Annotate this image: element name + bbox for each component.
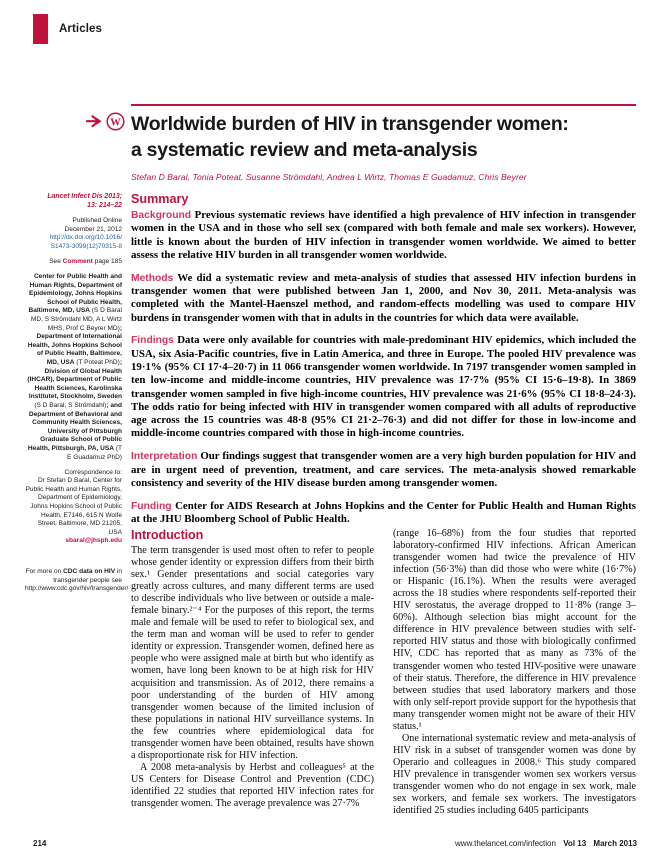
running-head-accent-bar: [33, 14, 48, 44]
summary-label-findings: Findings: [131, 335, 174, 347]
summary-paragraph-funding: [131, 500, 636, 527]
footer-journal-info: [455, 839, 637, 848]
introduction-heading: Introduction: [131, 528, 204, 542]
summary-paragraph-findings: [131, 334, 636, 440]
summary-text-methods: We did a systematic review and meta-analysis of studies that assessed HIV infection burdens in transgender women that were published between Jan 1, 2000, and Nov 30, 2011. Meta-analysis was completed with the Mantel-Haenszel method, and random-effects modelling was used to compare HIV burdens in transgender women with that in adults in the countries for which data were available.: [131, 271, 636, 324]
correspondence-label: Correspondence to:: [64, 468, 122, 476]
cdc-note-suffix[interactable]: in transgender people see http://www.cdc.gov/hiv/transgender/: [25, 567, 129, 593]
cdc-note-bold: CDC data on HIV: [63, 567, 116, 575]
affiliation-3-institution: ; Division of Global Health (IHCAR), Department of Public Health Sciences, Karolinska Institutet, Stockholm, Sweden: [27, 359, 122, 401]
body-column-right: [393, 528, 636, 817]
summary-text-background: Previous systematic reviews have identified a high prevalence of HIV infection in transgender women in the USA and in those who sell sex (compared with both female and male sex workers). However, little is known about the burden of HIV infection in transgender women worldwide. We aimed to better assess the relative HIV burden in all transgender women worldwide.: [131, 209, 636, 261]
published-online-block: [25, 217, 122, 251]
footer-url[interactable]: www.thelancet.com/infection: [455, 839, 556, 848]
affiliation-4-institution: ; and Department of Behavioral and Community Health Sciences, University of Pittsburgh Graduate School of Public Health, Pittsburgh, PA, USA: [27, 401, 122, 452]
red-arrow-icon: [86, 114, 103, 129]
introduction-paragraph-4: One international systematic review and meta-analysis of HIV risk in a subset of transgender women was done by Operario and colleagues in 2008.⁶ This study compared HIV prevalence in transgender women sex workers versus transgender women who do not engage in sex work, male sex workers, and female sex workers. The investigators identified 25 studies including 6405 participants: [393, 732, 636, 817]
journal-citation-line1: Lancet Infect Dis 2013;: [47, 193, 122, 200]
summary-paragraph-methods: [131, 272, 636, 325]
summary-label-interpretation: Interpretation: [131, 451, 198, 463]
correspondence-block: [25, 469, 122, 546]
correspondence-email[interactable]: sbaral@jhsph.edu: [65, 537, 122, 545]
article-body-columns: [131, 528, 636, 817]
affiliation-2-institution: ; Department of International Health, Johns Hopkins School of Public Health, Baltimore, MD, USA: [27, 324, 122, 366]
cdc-note-prefix: For more on: [25, 567, 64, 575]
affiliation-2-authors: (T Poteat PhD): [76, 359, 120, 366]
affiliation-3-authors: (S D Baral, S Strömdahl): [34, 401, 107, 409]
article-title-line2: a systematic review and meta-analysis: [131, 139, 478, 161]
footer-volume: Vol 13: [563, 839, 587, 848]
author-list: Stefan D Baral, Tonia Poteat, Susanne Strömdahl, Andrea L Wirtz, Thomas E Guadamuz, Chris Beyrer: [131, 172, 527, 182]
running-head: [33, 14, 102, 44]
doi-link-line1[interactable]: http://dx.doi.org/10.1016/: [49, 234, 122, 242]
affiliations-block: [25, 273, 122, 462]
see-comment-note: [25, 258, 122, 267]
summary-label-funding: Funding: [131, 500, 172, 512]
see-comment-link[interactable]: Comment: [62, 257, 93, 265]
footer-issue-date: March 2013: [593, 839, 637, 848]
introduction-paragraph-1: The term transgender is used most often to refer to people whose gender identity or expression differs from their birth sex.¹ Gender presentations and social categories vary greatly across cultures, and many different terms are used to describe individuals who live between or outside a male-female binary.²⁻⁴ For the purposes of this report, the terms male and female will be used to refer to biological sex, and the term man and woman will be used to refer to gender identity or expression. Transgender women, defined here as people who were assigned male at birth but who identify as women, have long been known to be at high risk for HIV acquisition and transmission. As of 2012, there remains a poor understanding of the burden of HIV among transgender women because of the limited inclusion of these populations in national HIV surveillance systems. In the few countries where epidemiological data for transgender women have been obtained, results have shown a disproportionate risk for HIV infection.: [131, 545, 374, 761]
affiliation-4-authors: (T E Guadamuz PhD): [67, 444, 122, 461]
svg-text:W: W: [110, 117, 121, 129]
summary-text-funding: Center for AIDS Research at Johns Hopkins and the Center for Public Health and Human Rights at the JHU Bloomberg School of Public Health.: [131, 499, 636, 525]
affiliation-1-authors: (S D Baral MD, S Strömdahl MD, A L Wirtz MHS, Prof C Beyrer MD): [30, 307, 122, 332]
correspondence-address: Dr Stefan D Baral, Center for Public Health and Human Rights, Department of Epidemiology, Johns Hopkins School of Public Health, E7146, 615 N Wolfe Street, Baltimore, MD 21205, USA: [25, 477, 122, 536]
summary-paragraph-interpretation: [131, 450, 636, 490]
doi-link-line2[interactable]: S1473-3099(12)70315-8: [50, 242, 122, 250]
see-comment-suffix: page 185: [92, 257, 122, 265]
margin-metadata-column: [25, 193, 129, 594]
summary-label-background: Background: [131, 210, 192, 221]
footer-page-number: 214: [33, 839, 47, 848]
published-online-label: Published Online: [72, 217, 122, 225]
summary-label-methods: Methods: [131, 272, 174, 284]
summary-heading: Summary: [131, 192, 189, 206]
title-divider-rule: [131, 104, 636, 106]
summary-section: [131, 192, 636, 526]
crossmark-w-icon[interactable]: [106, 112, 125, 131]
introduction-paragraph-2: A 2008 meta-analysis by Herbst and colleagues⁵ at the US Centers for Disease Control and Prevention (CDC) identified 22 studies that reported HIV infection rates for transgender women. The average prevalence was 27·7%: [131, 761, 374, 809]
body-column-left: [131, 528, 374, 817]
see-comment-prefix: See: [49, 257, 63, 265]
running-head-label: Articles: [59, 23, 102, 35]
title-badges: [86, 112, 125, 131]
summary-text-findings: Data were only available for countries with male-predominant HIV epidemics, which included the USA, six Asia-Pacific countries, five in Latin America, and three in Europe. The pooled HIV prevalence was 19·1% (95% CI 17·4–20·7) in 11 066 transgender women worldwide. In 7197 transgender women sampled in ten low-income and middle-income countries, HIV prevalence was 17·7% (95% CI 15·6–19·8). In 3869 transgender women sampled in five high-income countries, HIV prevalence was 21·6% (95% CI 18·8–24·3). The odds ratio for being infected with HIV in transgender women compared with all adults of reproductive age across the 15 countries was 48·8 (95% CI 21·2–76·3) and did not differ for those in low-income and middle-income countries compared with those in high-income countries.: [131, 334, 637, 440]
affiliation-1-institution: Center for Public Health and Human Rights, Department of Epidemiology, Johns Hopkins School of Public Health, Baltimore, MD, USA: [28, 273, 122, 315]
summary-text-interpretation: Our findings suggest that transgender women are a very high burden population for HIV and are in urgent need of prevention, treatment, and care services. The meta-analysis showed remarkable consistency and severity of the HIV disease burden among transgender women.: [131, 450, 636, 489]
introduction-paragraph-3: (range 16–68%) from the four studies that reported laboratory-confirmed HIV infections. African American transgender women had twice the prevalence of HIV infection (56·3%) than did those who were white (16·7%) or Hispanic (16.1%). When the results were averaged across the 18 studies where respondents self-reported their HIV serostatus, the average dropped to 11·8% (range 3–60%). Although selection bias might account for the difference in HIV prevalence between studies with self-reported HIV status and those with biologically confirmed HIV, CDC has reported that as many as 73% of the transgender women who tested HIV-positive were unaware of their status. Therefore, the difference in HIV prevalence between studies that used laboratory markers and those with only self-report provide support for the hypothesis that many transgender women might not be aware of their HIV status.¹: [393, 528, 636, 732]
summary-paragraph-background: [131, 209, 636, 262]
journal-citation-line2: 13: 214–22: [87, 201, 122, 209]
published-online-date: December 21, 2012: [64, 225, 122, 233]
article-title: [131, 111, 631, 163]
article-title-line1: Worldwide burden of HIV in transgender women:: [131, 113, 569, 135]
cdc-data-note: [25, 567, 129, 594]
